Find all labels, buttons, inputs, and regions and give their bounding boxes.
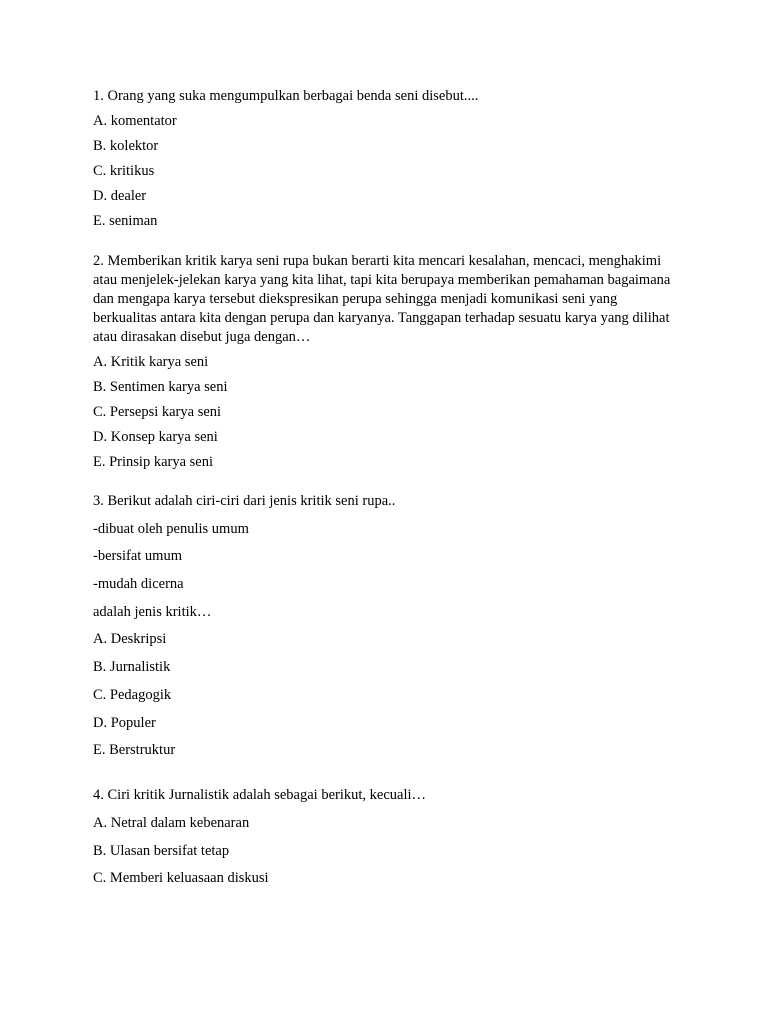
characteristic-line: -bersifat umum	[93, 548, 182, 565]
characteristic-line: -dibuat oleh penulis umum	[93, 520, 249, 537]
question-stem: 2. Memberikan kritik karya seni rupa bukan berarti kita mencari kesalahan, mencaci, menghakimi atau menjelek-jelekan karya yang kita lihat, tapi kita berupaya memberikan pemahaman bagaimana dan mengapa karya tersebut diekspresikan perupa sehingga menjadi komunikasi seni yang berkualitas antara kita dengan perupa dan karyanya. Tanggapan terhadap sesuatu karya yang dilihat atau dirasakan disebut juga dengan…	[93, 253, 671, 345]
option-a: A. Netral dalam kebenaran	[93, 814, 250, 831]
option-c: C. Pedagogik	[93, 686, 172, 703]
question-stem: 3. Berikut adalah ciri-ciri dari jenis kritik seni rupa..	[93, 493, 396, 509]
option-e: E. Berstruktur	[93, 742, 176, 759]
question-stem: 1. Orang yang suka mengumpulkan berbagai benda seni disebut....	[93, 88, 479, 104]
option-c: C. Persepsi karya seni	[93, 404, 222, 420]
question-prompt: adalah jenis kritik…	[93, 603, 212, 620]
option-b: B. Jurnalistik	[93, 659, 171, 676]
option-a: A. Deskripsi	[93, 631, 167, 648]
question-stem: 4. Ciri kritik Jurnalistik adalah sebagai berikut, kecuali…	[93, 787, 427, 804]
characteristic-line: -mudah dicerna	[93, 576, 184, 593]
option-b: B. Sentimen karya seni	[93, 379, 228, 395]
option-d: D. dealer	[93, 188, 147, 204]
option-a: A. Kritik karya seni	[93, 354, 209, 370]
question-1	[93, 87, 683, 231]
option-c: C. kritikus	[93, 163, 155, 179]
question-3	[93, 492, 683, 760]
option-d: D. Populer	[93, 714, 156, 731]
document-page	[93, 87, 683, 911]
option-c: C. Memberi keluasaan diskusi	[93, 870, 269, 887]
option-e: E. Prinsip karya seni	[93, 454, 214, 470]
option-d: D. Konsep karya seni	[93, 429, 218, 445]
option-b: B. Ulasan bersifat tetap	[93, 842, 230, 859]
option-b: B. kolektor	[93, 138, 159, 154]
question-2	[93, 252, 683, 472]
question-4	[93, 786, 683, 888]
option-a: A. komentator	[93, 113, 177, 129]
option-e: E. seniman	[93, 213, 158, 229]
